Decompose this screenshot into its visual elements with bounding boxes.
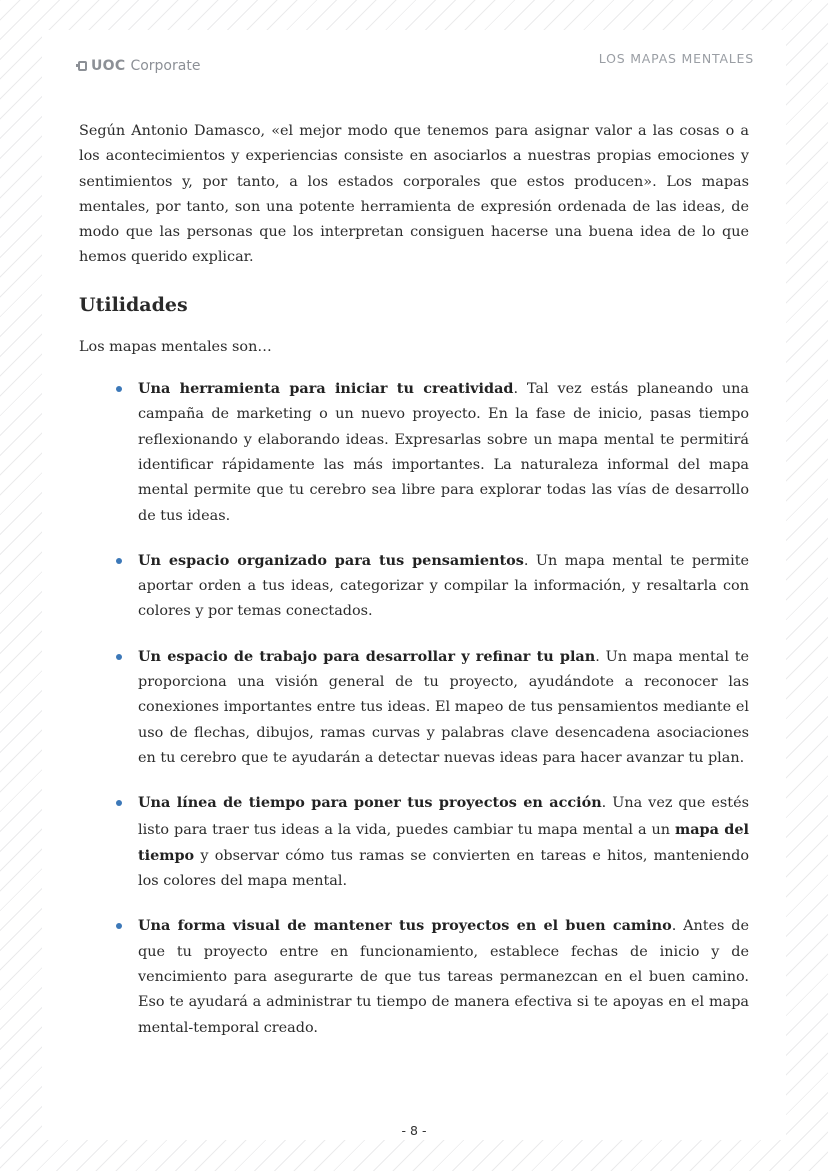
logo-brand-text: UOC bbox=[91, 58, 126, 74]
bullet-dot-icon bbox=[116, 386, 122, 392]
list-item-text: . Un mapa mental te proporciona una visión general de tu proyecto, ayudándote a reconocer las conexiones importantes entre tus ideas. El mapeo de tus pensamientos mediante el uso de flechas, dibujos, ramas curvas y palabras clave desencadena asociaciones en tu cerebro que te ayudarán a detectar nuevas ideas para hacer avanzar tu plan. bbox=[138, 648, 749, 766]
list-item bbox=[138, 548, 749, 625]
bullet-dot-icon bbox=[116, 558, 122, 564]
bullet-dot-icon bbox=[116, 923, 122, 929]
uoc-corporate-logo bbox=[78, 55, 200, 77]
document-body bbox=[79, 119, 749, 1060]
list-item bbox=[138, 913, 749, 1040]
running-header-title: LOS MAPAS MENTALES bbox=[598, 51, 754, 66]
section-heading: Utilidades bbox=[79, 293, 188, 316]
list-item-text-continued: y observar cómo tus ramas se convierten en tareas e hitos, manteniendo los colores del mapa mental. bbox=[138, 847, 749, 890]
uoc-logo-icon bbox=[78, 61, 87, 71]
list-item bbox=[138, 376, 749, 529]
list-item-text: . Un mapa mental te permite aportar orden a tus ideas, categorizar y compilar la información, y resaltarla con colores y por temas conectados. bbox=[138, 552, 749, 620]
logo-sub-text: Corporate bbox=[130, 58, 201, 74]
list-item-bold: Un espacio de trabajo para desarrollar y refinar tu plan bbox=[138, 647, 596, 665]
page-number: - 8 - bbox=[401, 1123, 427, 1138]
list-item-bold: Una línea de tiempo para poner tus proyectos en acción bbox=[138, 794, 602, 812]
list-item bbox=[138, 644, 749, 771]
list-item-bold-inline: mapa del tiempo bbox=[138, 820, 749, 864]
list-item-text: . Tal vez estás planeando una campaña de marketing o un nuevo proyecto. En la fase de inicio, pasas tiempo reflexionando y elaborando ideas. Expresarlas sobre un mapa mental te permitirá identificar rápidamente las más importantes. La naturaleza informal del mapa mental permite que tu cerebro sea libre para explorar todas las vías de desarrollo de tus ideas. bbox=[138, 381, 749, 524]
section-lead: Los mapas mentales son… bbox=[79, 338, 272, 355]
list-item bbox=[138, 790, 749, 894]
list-item-bold: Un espacio organizado para tus pensamientos bbox=[138, 551, 524, 569]
utilities-list bbox=[79, 376, 749, 1041]
list-item-text: . Una vez que estés listo para traer tus ideas a la vida, puedes cambiar tu mapa mental a un bbox=[138, 795, 749, 838]
list-item-bold: Una herramienta para iniciar tu creatividad bbox=[138, 380, 514, 398]
intro-paragraph: Según Antonio Damasco, «el mejor modo que tenemos para asignar valor a las cosas o a los acontecimientos y experiencias consiste en asociarlos a nuestras propias emociones y sentimientos y, por tanto, a los estados corporales que estos producen». Los mapas mentales, por tanto, son una potente herramienta de expresión ordenada de las ideas, de modo que las personas que los interpretan consiguen hacerse una buena idea de lo que hemos querido explicar. bbox=[79, 123, 749, 266]
bullet-dot-icon bbox=[116, 654, 122, 660]
list-item-bold: Una forma visual de mantener tus proyectos en el buen camino bbox=[138, 917, 672, 935]
bullet-dot-icon bbox=[116, 800, 122, 806]
list-item-text: . Antes de que tu proyecto entre en funcionamiento, establece fechas de inicio y de vencimiento para asegurarte de que tus tareas permanezcan en el buen camino. Eso te ayudará a administrar tu tiempo de manera efectiva si te apoyas en el mapa mental-temporal creado. bbox=[138, 918, 750, 1036]
